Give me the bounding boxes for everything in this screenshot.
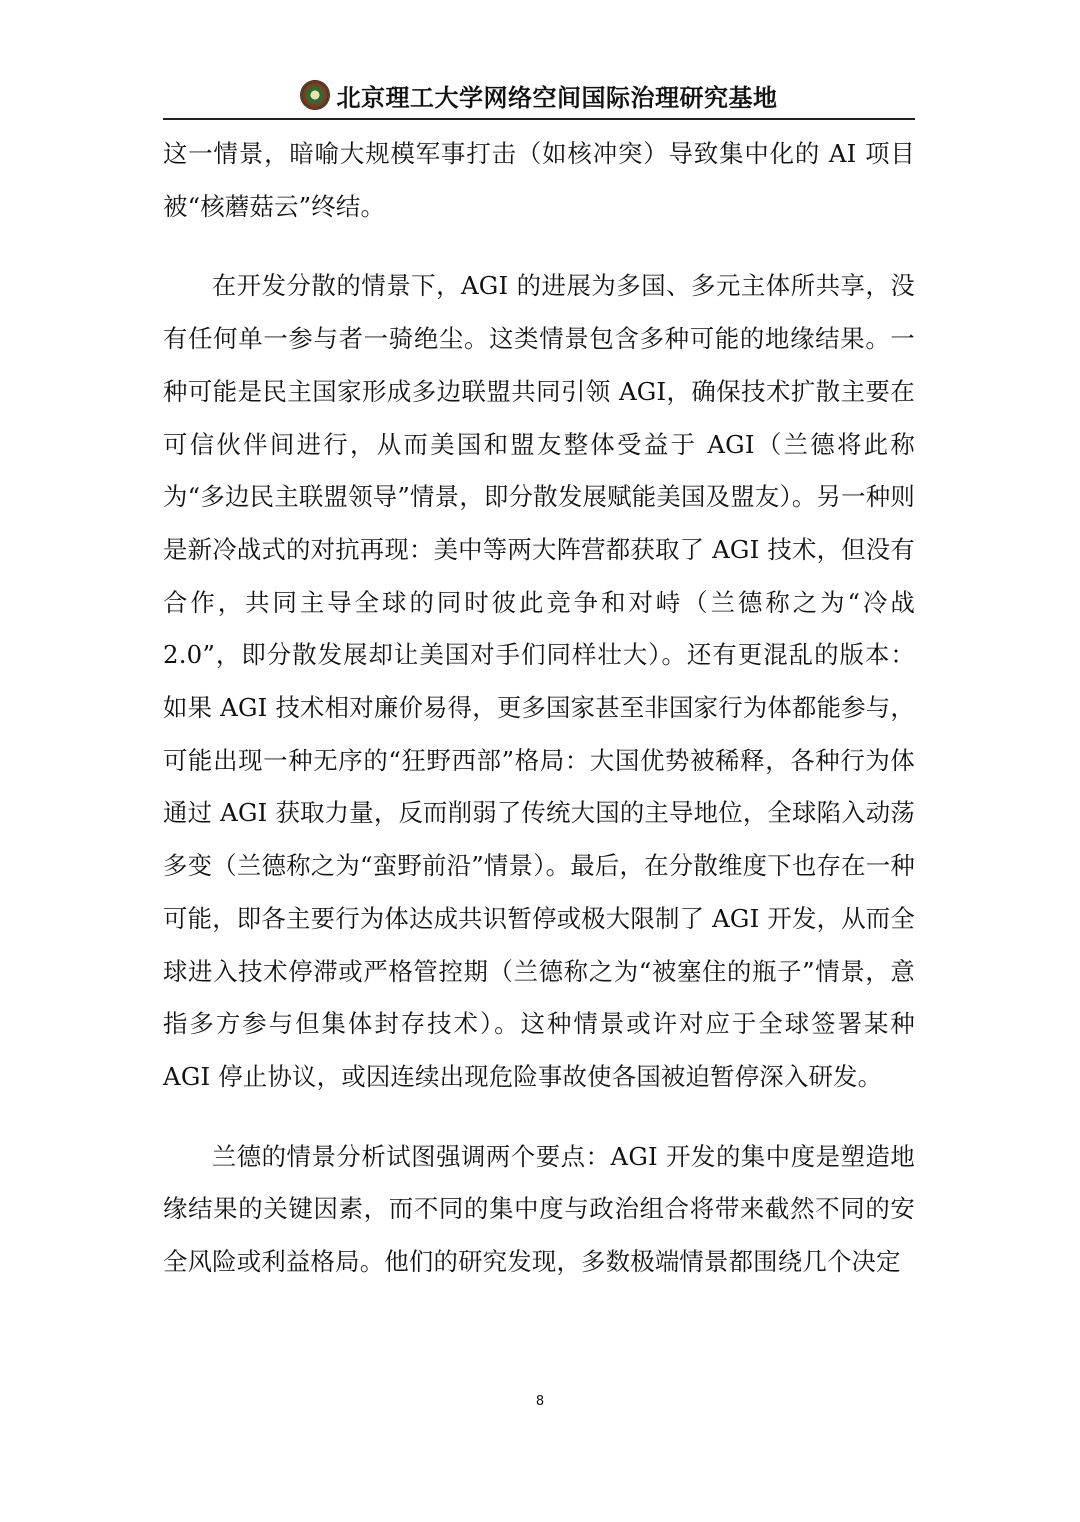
paragraph: 这一情景，暗喻大规模军事打击（如核冲突）导致集中化的 AI 项目被“核蘑菇云”终结。 xyxy=(163,139,915,221)
university-seal-icon xyxy=(301,81,329,109)
header-title: 北京理工大学网络空间国际治理研究基地 xyxy=(336,83,778,112)
body-text xyxy=(163,128,915,1289)
page-header xyxy=(163,72,915,120)
paragraph: 在开发分散的情景下，AGI 的进展为多国、多元主体所共享，没有任何单一参与者一骑绝尘。这类情景包含多种可能的地缘结果。一种可能是民主国家形成多边联盟共同引领 AGI，确保技术扩散主要在可信伙伴间进行，从而美国和盟友整体受益于 AGI（兰德将此称为“多边民主联盟领导”情景，即分散发展赋能美国及盟友）。另一种则是新冷战式的对抗再现：美中等两大阵营都获取了 AGI 技术，但没有合作，共同主导全球的同时彼此竞争和对峙（兰德称之为“冷战 2.0”，即分散发展却让美国对手们同样壮大）。还有更混乱的版本：如果 AGI 技术相对廉价易得，更多国家甚至非国家行为体都能参与，可能出现一种无序的“狂野西部”格局：大国优势被稀释，各种行为体通过 AGI 获取力量，反而削弱了传统大国的主导地位，全球陷入动荡多变（兰德称之为“蛮野前沿”情景）。最后，在分散维度下也存在一种可能，即各主要行为体达成共识暂停或极大限制了 AGI 开发，从而全球进入技术停滞或严格管控期（兰德称之为“被塞住的瓶子”情景，意指多方参与但集体封存技术）。这种情景或许对应于全球签署某种 AGI 停止协议，或因连续出现危险事故使各国被迫暂停深入研发。 xyxy=(163,271,916,1091)
paragraph: 兰德的情景分析试图强调两个要点：AGI 开发的集中度是塑造地缘结果的关键因素，而不同的集中度与政治组合将带来截然不同的安全风险或利益格局。他们的研究发现，多数极端情景都围绕几个决定 xyxy=(163,1141,915,1277)
page-number: 8 xyxy=(535,1394,545,1409)
